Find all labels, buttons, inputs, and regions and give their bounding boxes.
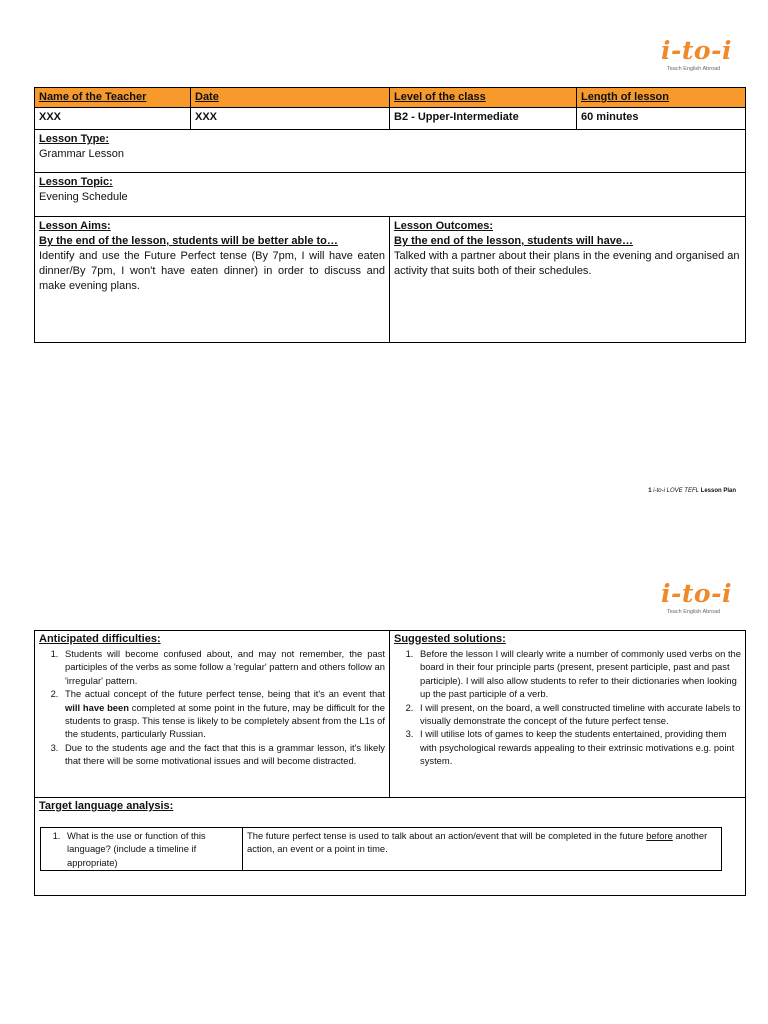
tla-question: 1. What is the use or function of this language? (include a timeline if appropriate)	[63, 829, 238, 869]
footer-suffix: Lesson Plan	[700, 488, 736, 494]
header-teacher: Name of the Teacher	[35, 88, 191, 108]
aims-label: Lesson Aims:	[39, 220, 111, 232]
difficulty-item-text: completed at some point in the future, may be difficult for the students to grasp. This tense is likely to be completely absent from the L1s of the students, particularly Russian.	[65, 701, 385, 740]
difficulty-item	[61, 687, 385, 741]
lesson-topic-row	[35, 173, 746, 217]
tla-question-row	[41, 828, 722, 871]
header-level: Level of the class	[390, 88, 577, 108]
logo-wordmark: i-to-i	[661, 36, 732, 65]
level-value: B2 - Upper-Intermediate	[390, 108, 577, 130]
difficulties-solutions-row	[35, 631, 746, 798]
logo-wordmark: i-to-i	[661, 579, 732, 608]
solutions-list	[394, 647, 741, 768]
lesson-info-table	[34, 87, 746, 343]
difficulty-item: 1. Students will become confused about, and may not remember, the past participles of the verbs as some follow a 'regular' pattern and others follow an 'irregular' pattern.	[61, 647, 385, 687]
solutions-label: Suggested solutions:	[394, 633, 506, 645]
brand-logo	[661, 36, 741, 82]
lesson-type-value: Grammar Lesson	[39, 148, 124, 160]
length-value: 60 minutes	[577, 108, 746, 130]
lesson-type-row	[35, 130, 746, 173]
outcomes-intro: By the end of the lesson, students will have…	[394, 235, 633, 247]
difficulties-table	[34, 630, 746, 896]
outcomes-text: Talked with a partner about their plans in the evening and organised an activity that suits both of their schedules.	[394, 250, 740, 277]
brand-logo	[661, 579, 741, 625]
solution-item: 2. I will present, on the board, a well constructed timeline with accurate labels to visually demonstrate the concept of the future perfect tense.	[416, 701, 741, 728]
aims-intro: By the end of the lesson, students will be better able to…	[39, 235, 338, 247]
tla-inner-table	[40, 827, 722, 871]
tla-row	[35, 798, 746, 896]
tla-answer-part2: another action, an event or a point in time.	[247, 830, 708, 855]
footer-brand: i-to-i LOVE TEFL	[653, 488, 699, 494]
lesson-topic-value: Evening Schedule	[39, 191, 128, 203]
difficulty-item: 3. Due to the students age and the fact that this is a grammar lesson, it's likely that there will be some motivational issues and will become distracted.	[61, 741, 385, 768]
difficulty-item-text: The actual concept of the future perfect tense, being that it's an event that	[65, 688, 385, 700]
difficulty-item-bold: will have been	[65, 701, 129, 713]
teacher-value: XXX	[35, 108, 191, 130]
difficulties-label: Anticipated difficulties:	[39, 633, 161, 645]
aims-text: Identify and use the Future Perfect tense (By 7pm, I will have eaten dinner/By 7pm, I won't have eaten dinner) in order to discuss and make evening plans.	[39, 250, 385, 292]
tla-answer-part1: The future perfect tense is used to talk about an action/event that will be completed in the future	[247, 830, 644, 841]
logo-tagline: Teach English Abroad	[667, 66, 721, 72]
date-value: XXX	[191, 108, 390, 130]
outcomes-label: Lesson Outcomes:	[394, 220, 494, 232]
aims-outcomes-row	[35, 217, 746, 343]
logo-tagline: Teach English Abroad	[667, 609, 721, 615]
lesson-type-label: Lesson Type:	[39, 133, 110, 145]
solution-item: 1. Before the lesson I will clearly write a number of commonly used verbs on the board in their four principle parts (present, present participle, past and past participle). I will also allow students to refer to their dictionaries when looking up the past participle of a verb.	[416, 647, 741, 701]
header-date: Date	[191, 88, 390, 108]
solution-item: 3. I will utilise lots of games to keep the students entertained, providing them with psychological rewards appealing to their extrinsic motivations e.g. point system.	[416, 727, 741, 767]
values-row	[35, 108, 746, 130]
tla-answer-underlined: before	[646, 830, 673, 841]
lesson-topic-label: Lesson Topic:	[39, 176, 113, 188]
header-row	[35, 88, 746, 108]
difficulties-list	[39, 647, 385, 768]
tla-label: Target language analysis:	[39, 800, 174, 812]
header-length: Length of lesson	[577, 88, 746, 108]
page-footer	[560, 488, 736, 494]
footer-page-number: 1	[648, 488, 652, 494]
